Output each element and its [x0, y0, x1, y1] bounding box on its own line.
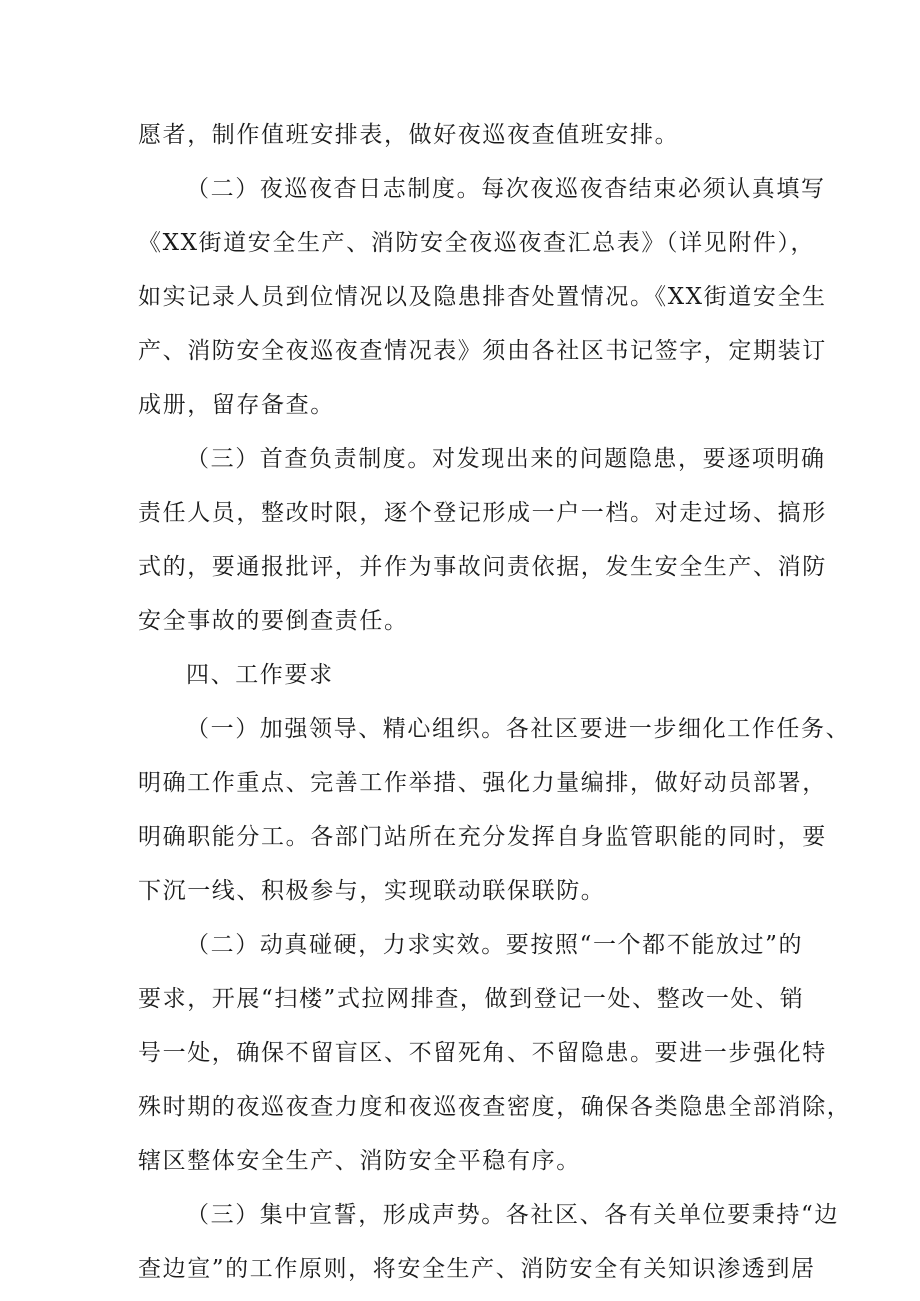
paragraph-line: 产、消防安全夜巡夜查情况表》须由各社区书记签字，定期装订 — [138, 338, 827, 364]
paragraph-line: 明确职能分工。各部门站所在充分发挥自身监管职能的同时，要 — [138, 824, 827, 850]
paragraph-line: 下沉一线、积极参与，实现联动联保联防。 — [138, 878, 606, 904]
section-heading: 四、工作要求 — [186, 662, 334, 688]
paragraph-line: （三）集中宣誓，形成声势。各社区、各有关单位要秉持“边 — [186, 1202, 839, 1228]
paragraph-line: 愿者，制作值班安排表，做好夜巡夜查值班安排。 — [138, 122, 680, 148]
paragraph-line: 辖区整体安全生产、消防安全平稳有序。 — [138, 1148, 581, 1174]
paragraph-line: （二）夜巡夜杳日志制度。每次夜巡夜杳结束必须认真填写 — [186, 176, 826, 202]
paragraph-line: 责任人员，整改时限，逐个登记形成一户一档。对走过场、搞形 — [138, 500, 827, 526]
paragraph-line: 查边宣”的工作原则，将安全生产、消防安全有关知识渗透到居 — [138, 1256, 816, 1282]
paragraph-line: 式的，要通报批评，并作为事故问责依据，发生安全生产、消防 — [138, 554, 827, 580]
paragraph-line: （一）加强领导、精心组织。各社区要进一步细化工作任务、 — [186, 716, 851, 742]
paragraph-line: 《XX街道安全生产、消防安全夜巡夜查汇总表》（详见附件）， — [138, 230, 816, 256]
paragraph-line: 要求，开展“扫楼”式拉网排查，做到登记一处、整改一处、销 — [138, 986, 805, 1012]
paragraph-line: 如实记录人员到位情况以及隐患排杳处置情况。《XX街道安全生 — [138, 284, 827, 310]
paragraph-line: 号一处，确保不留盲区、不留死角、不留隐患。要进一步强化特 — [138, 1040, 827, 1066]
body-text — [138, 108, 852, 1296]
paragraph-line: 殊时期的夜巡夜查力度和夜巡夜查密度，确保各类隐患全部消除， — [138, 1094, 852, 1120]
paragraph-line: 安全事故的要倒查责任。 — [138, 608, 409, 634]
paragraph-line: （三）首查负责制度。对发现出来的问题隐患，要逐项明确 — [186, 446, 826, 472]
paragraph-line: 明确工作重点、完善工作举措、强化力量编排，做好动员部署， — [138, 770, 827, 796]
paragraph-line: 成册，留存备查。 — [138, 392, 335, 418]
paragraph-line: （二）动真碰硬，力求实效。要按照“一个都不能放过”的 — [186, 932, 804, 958]
